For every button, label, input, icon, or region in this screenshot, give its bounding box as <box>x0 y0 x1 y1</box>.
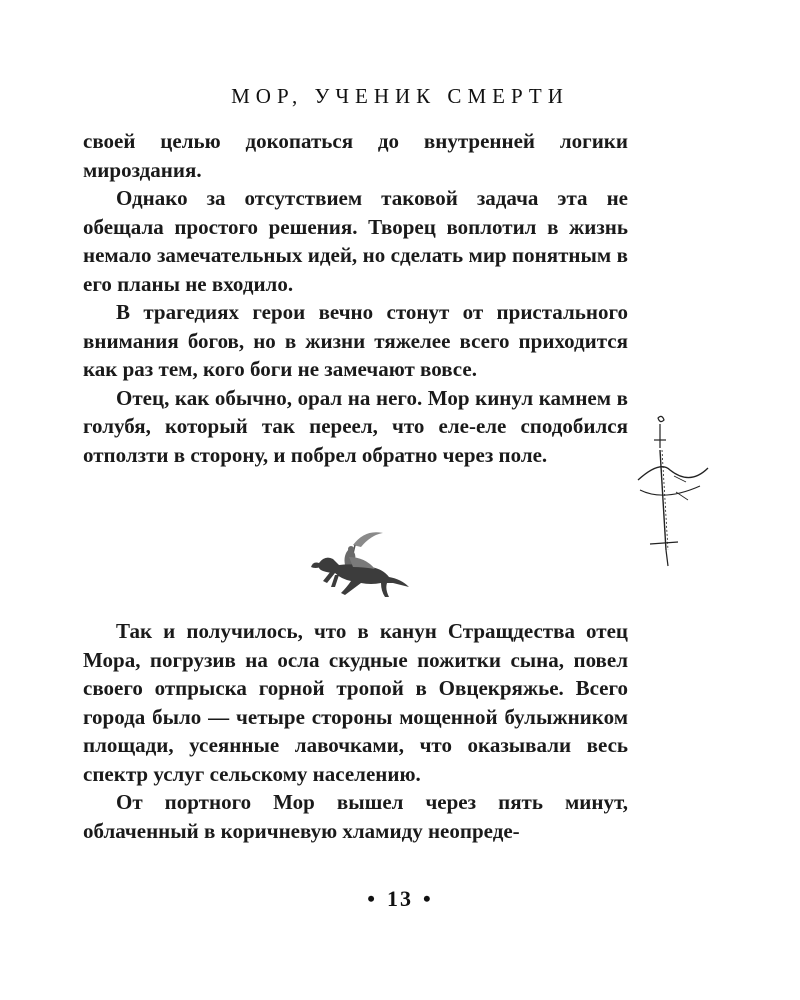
running-title: МОР, УЧЕНИК СМЕРТИ <box>231 84 569 108</box>
paragraph: Отец, как обычно, орал на него. Мор кинул камнем в голубя, который так переел, что еле-еле сподобился отползти в сторону, и побрел обратно через поле. <box>83 385 628 467</box>
paragraph: Так и получилось, что в канун Стращдества отец Мора, погрузив на осла скудные пожитки сына, повел своего отпрыска горной тропой в Овцекряжье. Всего города было — четыре стороны мощенной булыжником площади, усеянные лавочками, что оказывали весь спектр услуг сельскому населению. <box>83 619 628 786</box>
text-block-top <box>83 127 628 469</box>
bullet-left: • <box>367 886 377 911</box>
paragraph: своей целью докопаться до внутренней логики мироздания. <box>83 129 628 182</box>
sword-doodle-icon <box>630 410 710 570</box>
page-number-value: 13 <box>387 886 413 911</box>
horseman-scythe-icon <box>305 527 415 602</box>
paragraph: В трагедиях герои вечно стонут от пристального внимания богов, но в жизни тяжелее всего приходится как раз тем, кого боги не замечают вовсе. <box>83 300 628 381</box>
paragraph: Однако за отсутствием таковой задача эта не обещала простого решения. Творец воплотил в жизнь немало замечательных идей, но сделать мир понятным в его планы не входило. <box>83 186 628 296</box>
page-number <box>0 886 800 912</box>
text-block-bottom <box>83 617 628 845</box>
paragraph: От портного Мор вышел через пять минут, облаченный в коричневую хламиду неопреде- <box>83 790 628 843</box>
bullet-right: • <box>423 886 433 911</box>
